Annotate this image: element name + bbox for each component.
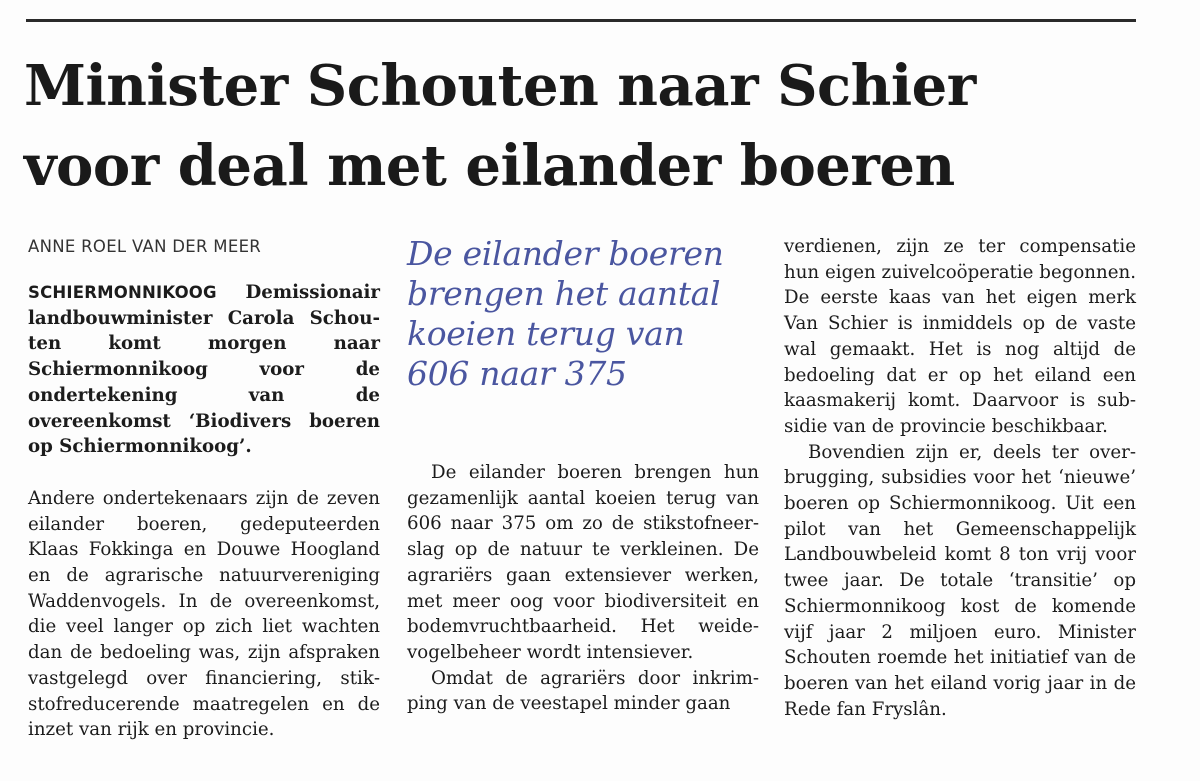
- column-2: [407, 234, 759, 717]
- byline: ANNE ROEL VAN DER MEER: [28, 237, 262, 256]
- top-rule: [26, 19, 1136, 22]
- pull-quote-line-4: 606 naar 375: [407, 354, 627, 393]
- dateline: SCHIERMONNIKOOG: [28, 283, 217, 302]
- column-3: [784, 234, 1136, 722]
- paragraph-4: Bovendien zijn er, deels ter overbrugging, subsidies voor het ‘nieuwe’ boeren op Schiermonnikoog. Uit een pilot van het Gemeenschappelijk Landbouwbeleid komt 8 ton vrij voor twee jaar. De totale ‘transitie’ op Schiermonnikoog kost de komende vijf jaar 2 miljoen euro. Minister Schouten roemde het initiatief van de boeren van het eiland vorig jaar in de Rede fan Fryslân.: [784, 441, 1136, 720]
- lead-text: Demissionair landbouwminister Carola Schouten komt morgen naar Schiermonnikoog voor de ondertekening van de overeenkomst ‘Biodivers boeren op Schiermonnikoog’.: [28, 282, 380, 458]
- paragraph-3-continued: verdienen, zijn ze ter compensatie hun eigen zuivelcoöperatie begonnen. De eerste kaas van het eigen merk Van Schier is inmiddels op de vaste wal gemaakt. Het is nog altijd de bedoeling dat er op het eiland een kaasmakerij komt. Daarvoor is subsidie van de provincie beschikbaar.: [784, 236, 1136, 437]
- lead-paragraph: [28, 280, 380, 460]
- paragraph-2: De eilander boeren brengen hun gezamenlijk aantal koeien terug van 606 naar 375 om zo de stikstofneerslag op de natuur te verkleinen. De agrariërs gaan extensiever werken, met meer oog voor biodiversiteit en bodemvruchtbaarheid. Het weidevogelbeheer wordt intensiever.: [407, 462, 759, 663]
- paragraph-1: Andere ondertekenaars zijn de zeven eilander boeren, gedeputeerden Klaas Fokkinga en Douwe Hoogland en de agrarische natuurvereniging Waddenvogels. In de overeenkomst, die veel langer op zich liet wachten dan de bedoeling was, zijn afspraken vastgelegd over financiering, stikstofreducerende maatregelen en de inzet van rijk en provincie.: [28, 487, 380, 741]
- headline-line-2: voor deal met eilander boeren: [24, 133, 955, 199]
- column-1: [28, 234, 380, 743]
- pull-quote-line-3: koeien terug van: [407, 314, 685, 353]
- pull-quote: [407, 234, 759, 460]
- headline: [24, 46, 1174, 206]
- pull-quote-line-1: De eilander boeren: [407, 234, 724, 273]
- pull-quote-line-2: brengen het aantal: [407, 274, 721, 313]
- headline-line-1: Minister Schouten naar Schier: [24, 53, 976, 119]
- paragraph-3: Omdat de agrariërs door inkrimping van de veestapel minder gaan: [407, 667, 759, 715]
